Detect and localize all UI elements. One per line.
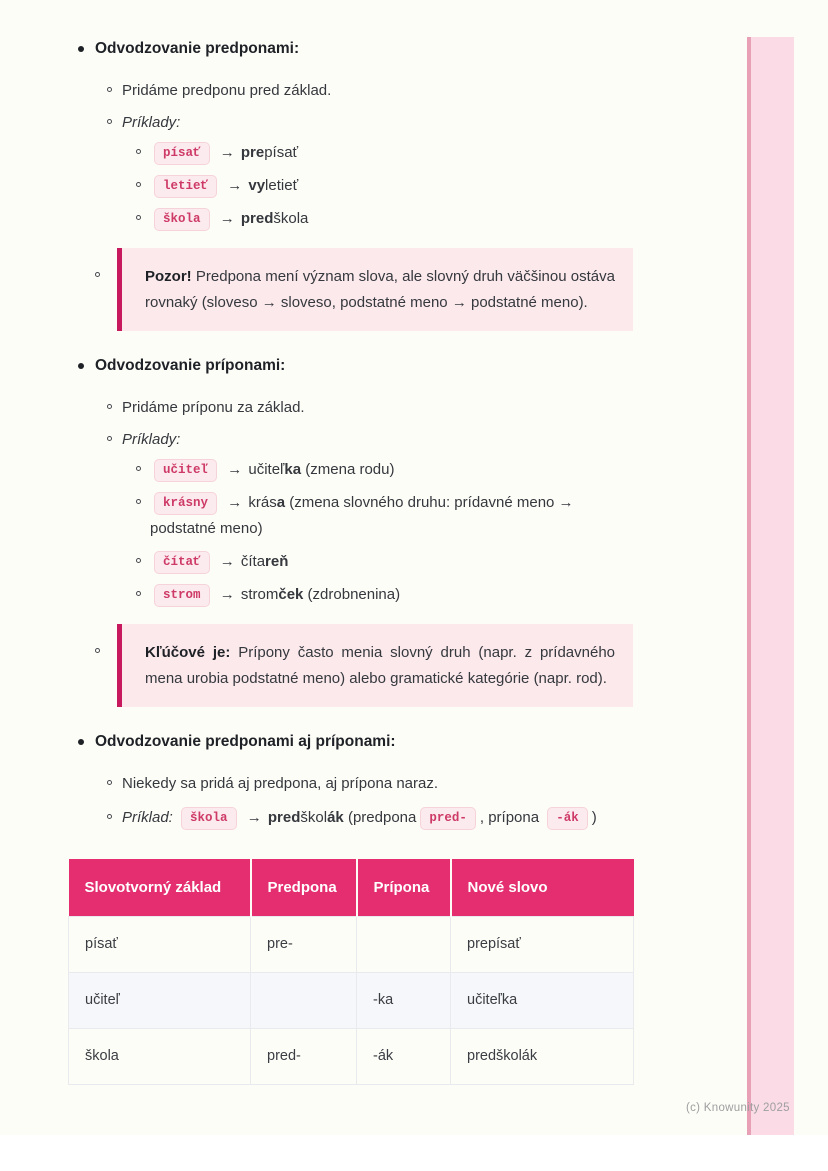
example-item bbox=[68, 549, 633, 575]
bullet-icon bbox=[78, 739, 84, 745]
document-content bbox=[68, 38, 633, 1085]
table-cell: učiteľka bbox=[451, 973, 634, 1029]
word-part: škola bbox=[273, 210, 309, 227]
word-chip: strom bbox=[154, 584, 210, 607]
word-chip: čítať bbox=[154, 551, 210, 574]
list-item-text: Pridáme predponu pred základ. bbox=[122, 82, 332, 99]
word-part: učiteľ bbox=[248, 461, 285, 478]
word-part-bold: pred bbox=[240, 210, 274, 227]
table-cell: pred- bbox=[251, 1029, 357, 1085]
word-chip: učiteľ bbox=[154, 459, 217, 482]
word-part: písať bbox=[264, 144, 299, 161]
table-cell: -ák bbox=[357, 1029, 451, 1085]
word-part-bold: pre bbox=[240, 144, 265, 161]
example-text bbox=[248, 461, 394, 478]
arrow-glyph: → bbox=[219, 586, 235, 603]
table-header-cell: Nové slovo bbox=[451, 859, 634, 917]
examples-label: Príklady: bbox=[122, 431, 181, 448]
section-heading bbox=[68, 38, 633, 60]
list-item bbox=[68, 773, 633, 794]
circle-bullet-icon bbox=[107, 119, 112, 124]
circle-bullet-icon bbox=[136, 466, 141, 471]
word-chip: škola bbox=[181, 807, 237, 830]
word-part-bold: ák bbox=[327, 809, 344, 826]
table-header-cell: Slovotvorný základ bbox=[69, 859, 251, 917]
example-item bbox=[68, 457, 633, 483]
circle-bullet-icon bbox=[136, 499, 141, 504]
section-suffix-derivation bbox=[68, 355, 633, 707]
section-prefix-and-suffix-derivation bbox=[68, 731, 633, 831]
table-cell: prepísať bbox=[451, 917, 634, 973]
table-header-cell: Predpona bbox=[251, 859, 357, 917]
word-part: číta bbox=[240, 553, 266, 570]
priklad-text: ) bbox=[591, 809, 597, 826]
section-heading-label: Odvodzovanie predponami: bbox=[95, 40, 300, 57]
callout-row bbox=[68, 248, 633, 331]
example-item bbox=[68, 173, 633, 199]
prefix-chip: pred- bbox=[420, 807, 476, 830]
word-part-bold: reň bbox=[265, 553, 289, 570]
arrow-glyph: → bbox=[227, 177, 243, 194]
word-part: letieť bbox=[265, 177, 299, 194]
word-chip: písať bbox=[154, 142, 210, 165]
circle-bullet-icon bbox=[107, 780, 112, 785]
table-row bbox=[69, 917, 634, 973]
word-part-bold: ček bbox=[278, 586, 304, 603]
circle-bullet-icon bbox=[136, 149, 141, 154]
word-chip: krásny bbox=[154, 492, 217, 515]
word-part: strom bbox=[240, 586, 279, 603]
arrow-glyph: → bbox=[246, 809, 262, 826]
list-item bbox=[68, 397, 633, 418]
table-cell: písať bbox=[69, 917, 251, 973]
priklad-line bbox=[68, 805, 633, 831]
bullet-icon bbox=[78, 363, 84, 369]
examples-label: Príklady: bbox=[122, 114, 181, 131]
list-item bbox=[68, 80, 633, 101]
circle-bullet-icon bbox=[95, 648, 100, 653]
table-cell: učiteľ bbox=[69, 973, 251, 1029]
circle-bullet-icon bbox=[107, 814, 112, 819]
circle-bullet-icon bbox=[136, 215, 141, 220]
section-heading bbox=[68, 731, 633, 753]
table-cell bbox=[357, 917, 451, 973]
table-cell: škola bbox=[69, 1029, 251, 1085]
list-item-text: Pridáme príponu za základ. bbox=[122, 399, 305, 416]
table-cell bbox=[251, 973, 357, 1029]
circle-bullet-icon bbox=[136, 182, 141, 187]
arrow-glyph: → bbox=[227, 494, 243, 511]
priklad-text: (predpona bbox=[347, 809, 417, 826]
word-part-bold: vy bbox=[248, 177, 266, 194]
callout-box-klucove bbox=[117, 624, 633, 707]
priklad-label: Príklad: bbox=[122, 809, 173, 826]
callout-box-pozor bbox=[117, 248, 633, 331]
circle-bullet-icon bbox=[136, 558, 141, 563]
example-text bbox=[241, 586, 400, 603]
suffix-chip: -ák bbox=[547, 807, 588, 830]
section-prefix-derivation bbox=[68, 38, 633, 331]
table-cell: pre- bbox=[251, 917, 357, 973]
example-item bbox=[68, 206, 633, 232]
word-chip: škola bbox=[154, 208, 210, 231]
circle-bullet-icon bbox=[136, 591, 141, 596]
derivation-table bbox=[68, 859, 634, 1085]
list-item bbox=[68, 112, 633, 133]
table-row bbox=[69, 973, 634, 1029]
arrow-glyph: → bbox=[219, 144, 235, 161]
table-header-cell: Prípona bbox=[357, 859, 451, 917]
word-part-bold: pred bbox=[267, 809, 301, 826]
list-item bbox=[68, 429, 633, 450]
example-item bbox=[68, 140, 633, 166]
callout-text: Predpona mení význam slova, ale slovný druh väčšinou ostáva rovnaký (sloveso → sloveso, podstatné meno → podstatné meno). bbox=[145, 268, 615, 311]
section-heading-label: Odvodzovanie príponami: bbox=[95, 357, 286, 374]
example-text bbox=[241, 553, 289, 570]
section-heading-label: Odvodzovanie predponami aj príponami: bbox=[95, 733, 396, 750]
example-text bbox=[241, 144, 298, 161]
example-item bbox=[68, 490, 633, 542]
word-part: krás bbox=[248, 494, 277, 511]
word-part: (zmena rodu) bbox=[301, 461, 395, 478]
table-header-row bbox=[69, 859, 634, 917]
arrow-glyph: → bbox=[227, 461, 243, 478]
priklad-text: , prípona bbox=[479, 809, 540, 826]
example-text bbox=[241, 210, 309, 227]
list-item-text: Niekedy sa pridá aj predpona, aj prípona naraz. bbox=[122, 775, 439, 792]
callout-row bbox=[68, 624, 633, 707]
arrow-glyph: → bbox=[219, 210, 235, 227]
word-part-bold: ka bbox=[284, 461, 302, 478]
arrow-glyph: → bbox=[219, 553, 235, 570]
callout-title: Pozor! bbox=[145, 268, 192, 285]
callout-title: Kľúčové je: bbox=[145, 644, 231, 661]
table-row bbox=[69, 1029, 634, 1085]
pink-edge-bar bbox=[747, 37, 794, 1135]
derived-word bbox=[268, 809, 344, 826]
example-item bbox=[68, 582, 633, 608]
bullet-icon bbox=[78, 46, 84, 52]
circle-bullet-icon bbox=[107, 87, 112, 92]
table-cell: predškolák bbox=[451, 1029, 634, 1085]
word-chip: letieť bbox=[154, 175, 217, 198]
example-text bbox=[248, 177, 298, 194]
circle-bullet-icon bbox=[107, 404, 112, 409]
word-part: (zmena slovného druhu: prídavné meno → podstatné meno) bbox=[150, 494, 574, 537]
word-part-bold: a bbox=[276, 494, 286, 511]
circle-bullet-icon bbox=[95, 272, 100, 277]
section-heading bbox=[68, 355, 633, 377]
callout-text: Prípony často menia slovný druh (napr. z prídavného mena urobia podstatné meno) alebo gramatické kategórie (napr. rod). bbox=[145, 644, 616, 687]
word-part: škol bbox=[300, 809, 328, 826]
circle-bullet-icon bbox=[107, 436, 112, 441]
word-part: (zdrobnenina) bbox=[303, 586, 401, 603]
table-cell: -ka bbox=[357, 973, 451, 1029]
watermark-text: (c) Knowunity 2025 bbox=[686, 1102, 790, 1114]
